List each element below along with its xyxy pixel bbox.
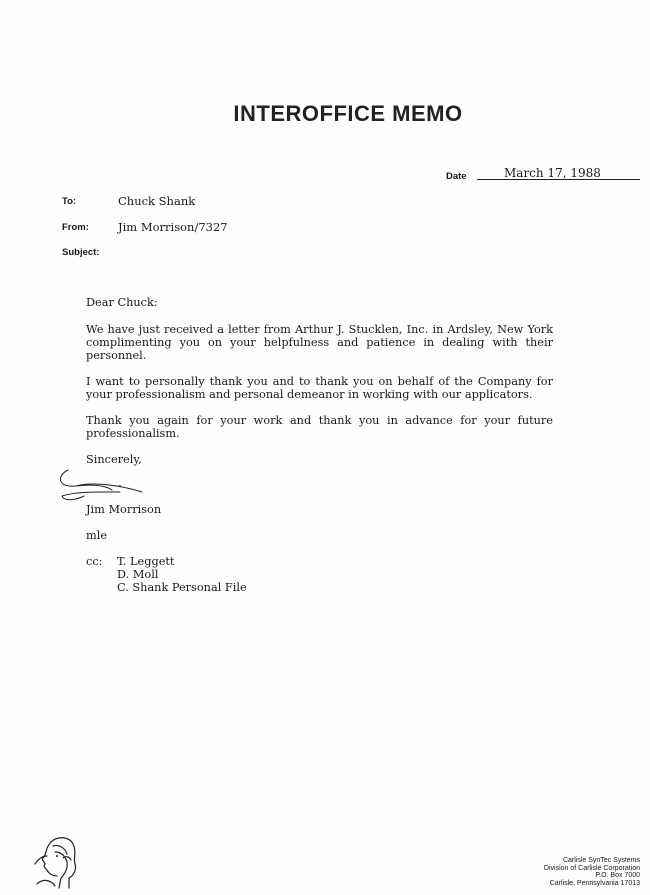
from-label: From: — [62, 222, 89, 233]
to-value: Chuck Shank — [118, 194, 196, 208]
company-logo-icon — [33, 834, 83, 892]
cc-recipient: T. Leggett — [117, 555, 175, 568]
memo-title: INTEROFFICE MEMO — [233, 101, 463, 126]
signature-image — [54, 456, 144, 506]
address-line: Carlisle SynTec Systems — [562, 857, 640, 864]
cc-recipient: D. Moll — [117, 568, 159, 581]
to-label: To: — [62, 196, 77, 207]
signer-name: Jim Morrison — [86, 503, 162, 516]
cc-label: cc: — [86, 555, 103, 568]
address-line: P.O. Box 7000 — [595, 872, 640, 880]
address-line: Division of Carlisle Corporation — [543, 864, 640, 872]
body-paragraph: Thank you again for your work and thank you in advance for your future professionalism. — [86, 414, 553, 440]
body-paragraph: We have just received a letter from Arthur J. Stucklen, Inc. in Ardsley, New York complimenting you on your helpfulness and patience in dealing with their personnel. — [86, 323, 553, 362]
date-value: March 17, 1988 — [504, 166, 601, 180]
company-address — [544, 857, 640, 887]
body-paragraph: I want to personally thank you and to thank you on behalf of the Company for your professionalism and personal demeanor in working with our applicators. — [86, 375, 553, 401]
salutation: Dear Chuck: — [86, 296, 158, 309]
typist-initials: mle — [86, 529, 108, 542]
closing: Sincerely, — [86, 453, 142, 466]
from-value: Jim Morrison/7327 — [118, 220, 228, 234]
cc-recipient: C. Shank Personal File — [117, 581, 247, 594]
address-line: Carlisle, Pennsylvania 17013 — [549, 879, 640, 887]
date-label: Date — [446, 171, 467, 182]
subject-label: Subject: — [62, 247, 100, 258]
date-row — [446, 168, 642, 184]
